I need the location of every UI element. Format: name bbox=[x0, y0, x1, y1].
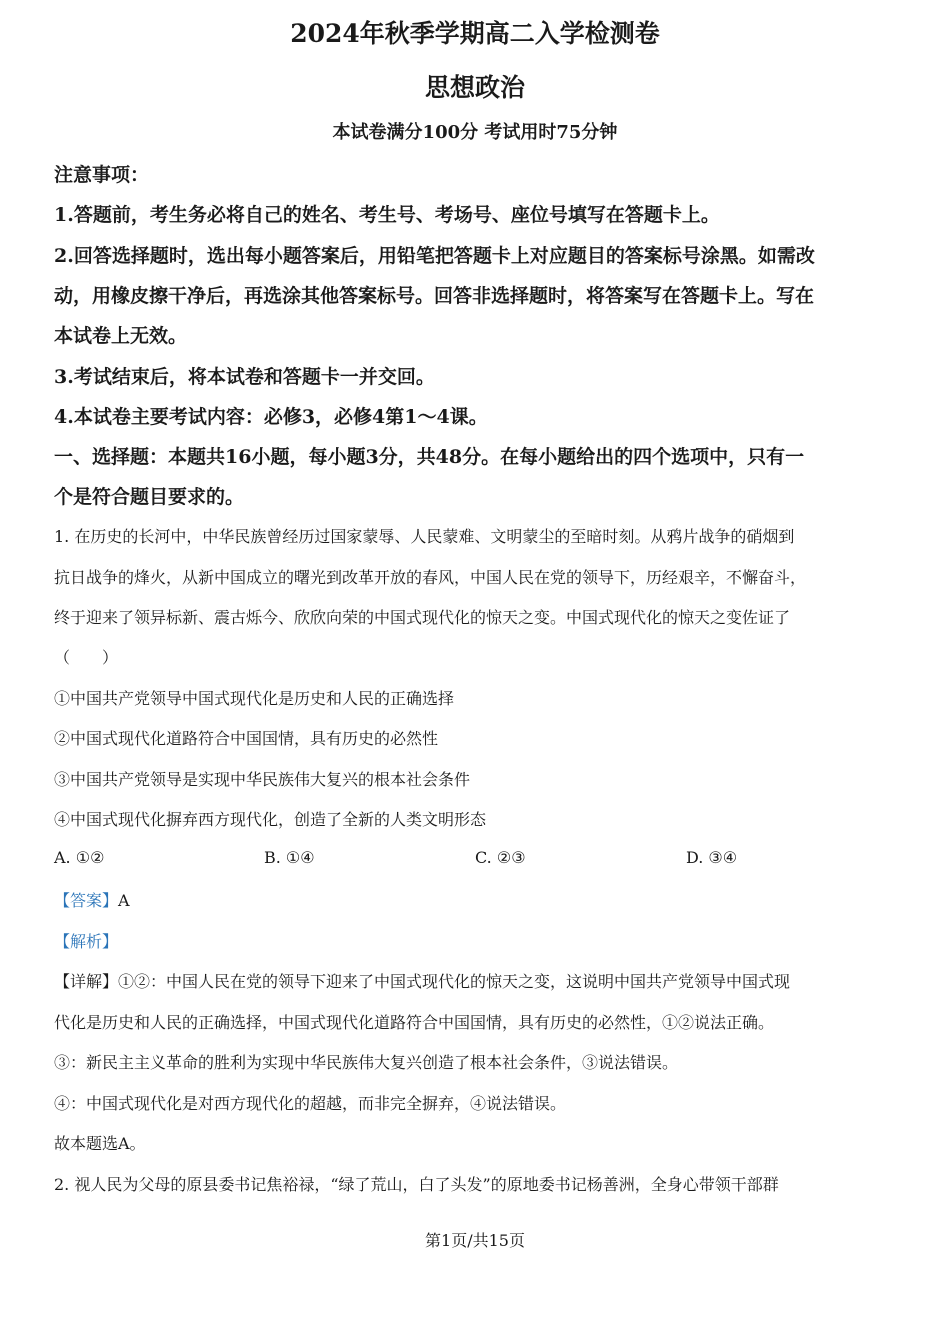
q1-option-a: A. ①② bbox=[54, 848, 105, 867]
q1-statement-3: ③中国共产党领导是实现中华民族伟大复兴的根本社会条件 bbox=[54, 770, 471, 789]
q1-detail-line-2: 代化是历史和人民的正确选择，中国式现代化道路符合中国国情，具有历史的必然性，①②说法正确。 bbox=[54, 1013, 775, 1032]
answer-value: A bbox=[118, 891, 130, 910]
q1-analysis-tag: 【解析】 bbox=[54, 932, 119, 951]
q1-statement-4: ④中国式现代化摒弃西方现代化，创造了全新的人类文明形态 bbox=[54, 810, 487, 829]
subject-title: 思想政治 bbox=[424, 73, 525, 102]
q1-stem-line-2: 抗日战争的烽火，从新中国成立的曙光到改革开放的春风，中国人民在党的领导下，历经艰辛，不懈奋斗， bbox=[54, 568, 807, 587]
q1-stem-line-1: 1. 在历史的长河中，中华民族曾经历过国家蒙辱、人民蒙难、文明蒙尘的至暗时刻。从鸦片战争的硝烟到 bbox=[54, 527, 795, 546]
q1-blank: （ ） bbox=[54, 648, 119, 667]
exam-title: 2024年秋季学期高二入学检测卷 bbox=[290, 19, 660, 48]
q2-stem-line-1: 2. 视人民为父母的原县委书记焦裕禄，“绿了荒山，白了头发”的原地委书记杨善洲，全身心带领干部群 bbox=[54, 1175, 779, 1194]
answer-tag: 【答案】 bbox=[54, 891, 119, 910]
notice-item-2-end: 本试卷上无效。 bbox=[54, 325, 188, 347]
q1-option-d: D. ③④ bbox=[686, 848, 738, 867]
q1-answer bbox=[54, 888, 130, 911]
q1-statement-2: ②中国式现代化道路符合中国国情，具有历史的必然性 bbox=[54, 729, 439, 748]
notice-item-4: 4.本试卷主要考试内容：必修3，必修4第1～4课。 bbox=[54, 406, 488, 428]
section-heading: 一、选择题：本题共16小题，每小题3分，共48分。在每小题给出的四个选项中，只有一 bbox=[54, 446, 805, 468]
q1-stem-line-3: 终于迎来了领异标新、震古烁今、欣欣向荣的中国式现代化的惊天之变。中国式现代化的惊天之变佐证了 bbox=[54, 608, 791, 627]
detail-text: ①②：中国人民在党的领导下迎来了中国式现代化的惊天之变，这说明中国共产党领导中国式现 bbox=[118, 972, 791, 991]
page-number: 第1页/共15页 bbox=[425, 1231, 525, 1250]
q1-option-b: B. ①④ bbox=[264, 848, 315, 867]
notice-item-3: 3.考试结束后，将本试卷和答题卡一并交回。 bbox=[54, 366, 435, 388]
notice-heading: 注意事项： bbox=[54, 164, 150, 186]
q1-conclusion: 故本题选A。 bbox=[54, 1134, 146, 1153]
q1-detail-line-4: ④：中国式现代化是对西方现代化的超越，而非完全摒弃，④说法错误。 bbox=[54, 1094, 567, 1113]
notice-item-2-cont: 动，用橡皮擦干净后，再选涂其他答案标号。回答非选择题时，将答案写在答题卡上。写在 bbox=[54, 285, 815, 307]
section-heading-cont: 个是符合题目要求的。 bbox=[54, 486, 245, 508]
exam-info: 本试卷满分100分 考试用时75分钟 bbox=[332, 122, 618, 143]
q1-statement-1: ①中国共产党领导中国式现代化是历史和人民的正确选择 bbox=[54, 689, 455, 708]
q1-option-c: C. ②③ bbox=[475, 848, 526, 867]
q1-detail-line-1 bbox=[54, 969, 790, 992]
notice-item-1: 1.答题前，考生务必将自己的姓名、考生号、考场号、座位号填写在答题卡上。 bbox=[54, 204, 720, 226]
detail-tag: 【详解】 bbox=[54, 972, 119, 991]
notice-item-2: 2.回答选择题时，选出每小题答案后，用铅笔把答题卡上对应题目的答案标号涂黑。如需改 bbox=[54, 245, 815, 267]
q1-detail-line-3: ③：新民主主义革命的胜利为实现中华民族伟大复兴创造了根本社会条件，③说法错误。 bbox=[54, 1053, 679, 1072]
